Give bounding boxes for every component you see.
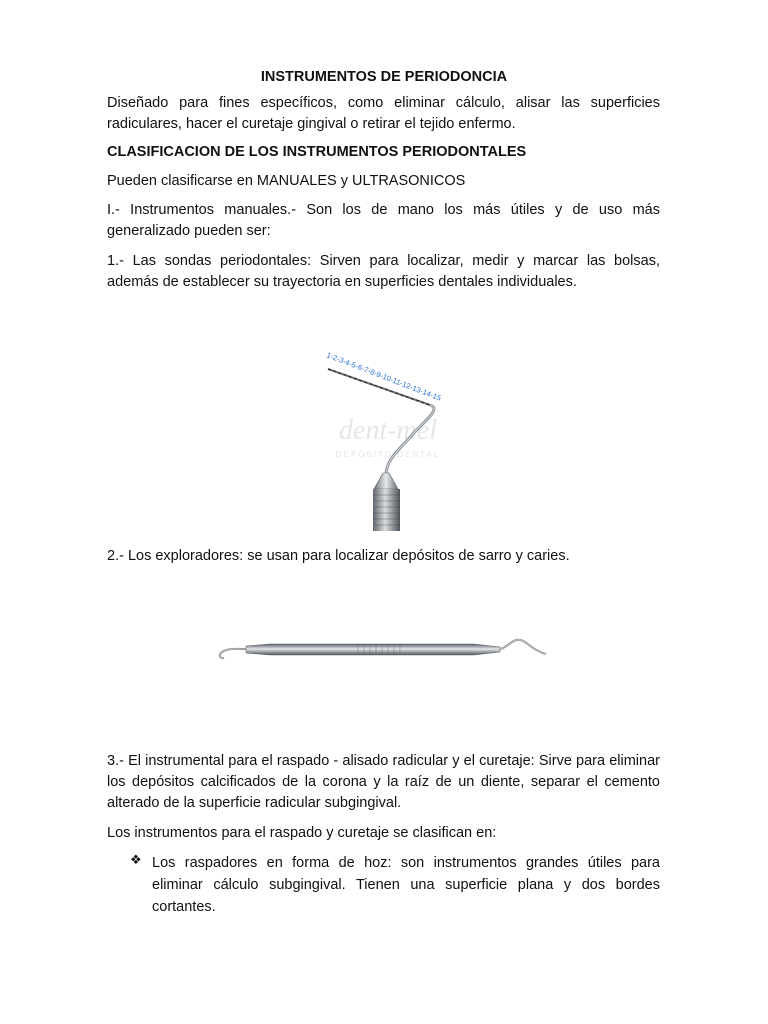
item2-paragraph: 2.- Los exploradores: se usan para localizar depósitos de sarro y caries. xyxy=(107,548,570,564)
periodontal-probe-figure xyxy=(256,347,518,531)
bullet1-text: Los raspadores en forma de hoz: son instrumentos grandes útiles para eliminar cálculo subgingival. Tienen una superficie plana y dos bordes cortantes. xyxy=(152,855,660,915)
item1-paragraph: 1.- Las sondas periodontales: Sirven para localizar, medir y marcar las bolsas, además de establecer su trayectoria en superficies dentales individuales. xyxy=(107,253,660,290)
bullet-diamond-icon: ❖ xyxy=(130,852,142,867)
periodontal-probe-icon xyxy=(256,347,518,531)
dental-explorer-icon xyxy=(208,628,556,672)
watermark-text: dent-mel xyxy=(339,415,437,446)
section-heading: CLASIFICACION DE LOS INSTRUMENTOS PERIODONTALES xyxy=(107,144,527,160)
manual-instruments-paragraph: I.- Instrumentos manuales.- Son los de mano los más útiles y de uso más generalizado pueden ser: xyxy=(107,202,660,239)
dental-explorer-figure xyxy=(208,628,556,672)
classification-paragraph: Pueden clasificarse en MANUALES y ULTRASONICOS xyxy=(107,173,466,189)
intro-paragraph: Diseñado para fines específicos, como eliminar cálculo, alisar las superficies radiculares, hacer el curetaje gingival o retirar el tejido enfermo. xyxy=(107,95,660,132)
item3-paragraph: 3.- El instrumental para el raspado - alisado radicular y el curetaje: Sirve para eliminar los depósitos calcificados de la corona y la raíz de un diente, separar el cemento alterado de la superficie radicular subgingival. xyxy=(107,753,660,811)
document-title: INSTRUMENTOS DE PERIODONCIA xyxy=(260,69,508,85)
watermark-subtext: DEPÓSITO DENTAL xyxy=(335,450,441,459)
scaling-intro-paragraph: Los instrumentos para el raspado y curetaje se clasifican en: xyxy=(107,825,497,841)
probe-scale-text: 1-2-3-4-5-6-7-8-9-10-11-12-13-14-15 xyxy=(325,350,443,403)
